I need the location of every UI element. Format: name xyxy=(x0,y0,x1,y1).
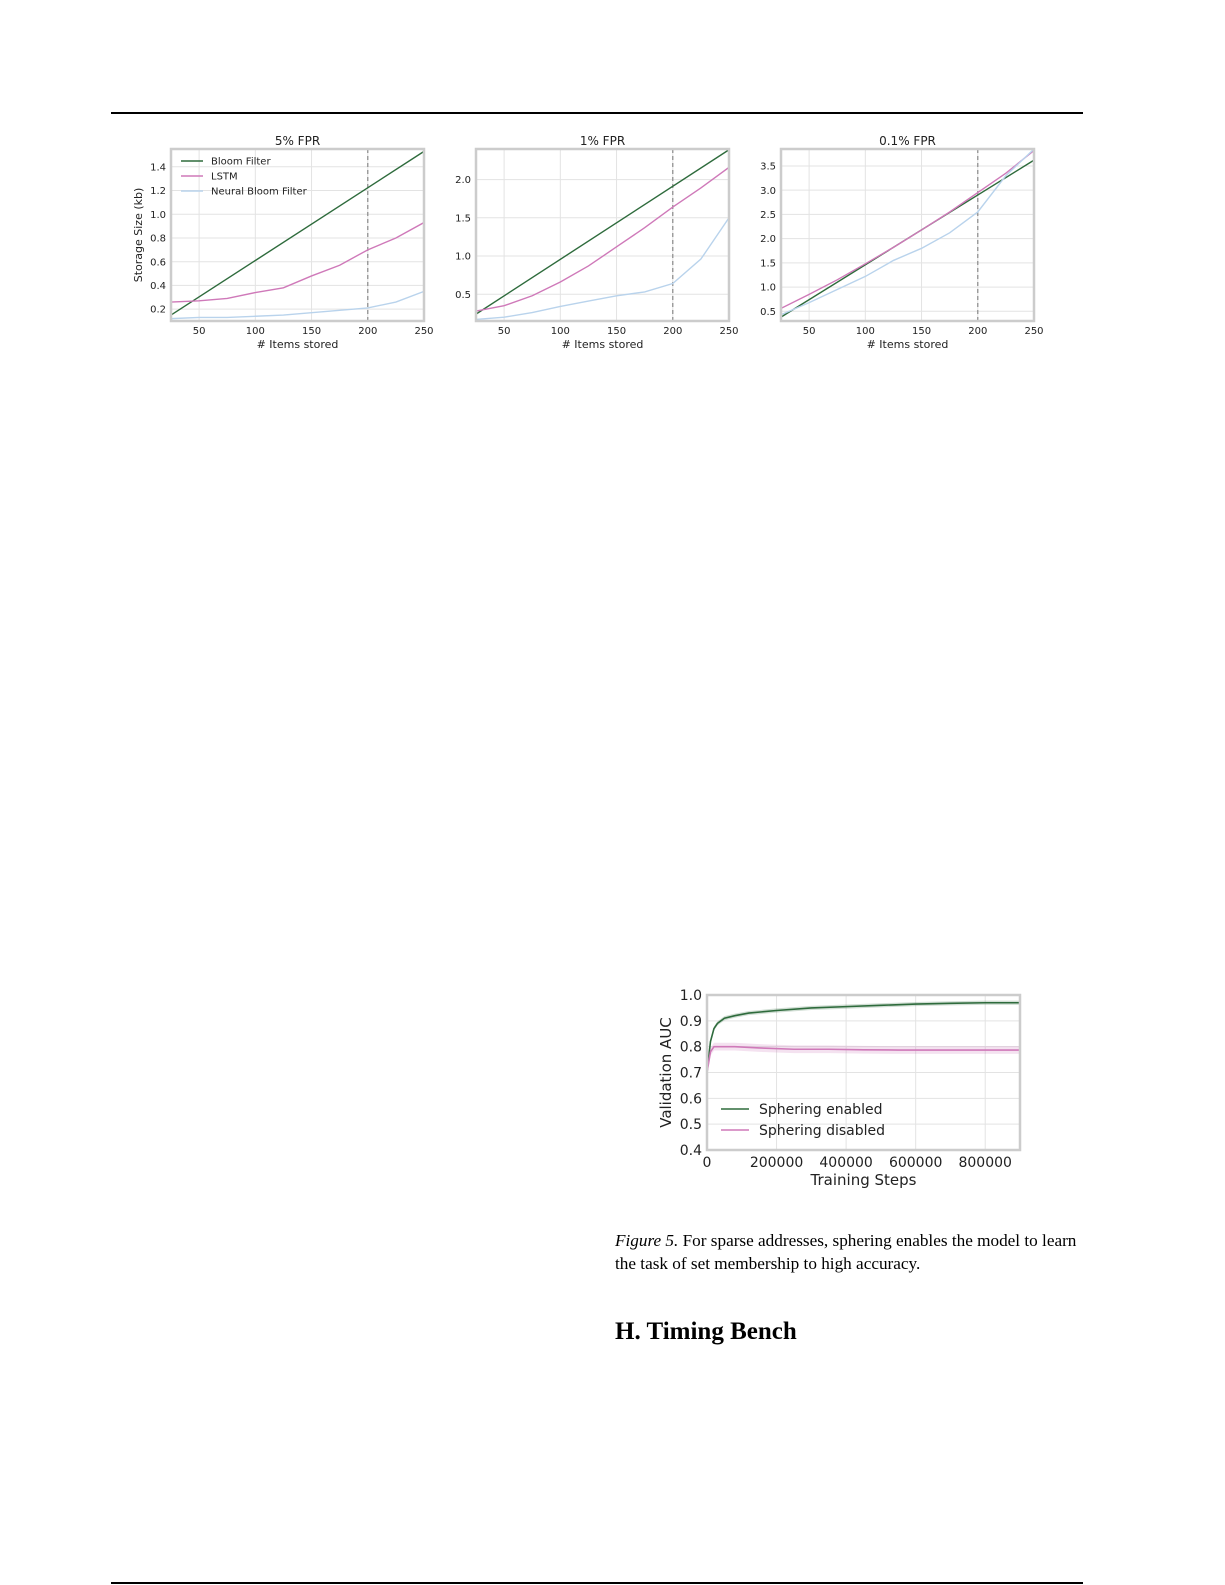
x-axis-label: # Items stored xyxy=(256,338,339,351)
plot-area xyxy=(781,149,1034,321)
y-tick-label: 0.5 xyxy=(455,289,471,301)
x-tick-label: 400000 xyxy=(819,1155,873,1171)
chart-title: 5% FPR xyxy=(274,134,321,148)
chart-title: 1% FPR xyxy=(579,134,626,148)
x-tick-label: 50 xyxy=(802,326,816,337)
storage-chart-5pct xyxy=(130,130,434,351)
y-axis-label: Storage Size (kb) xyxy=(132,187,145,283)
footer-rule xyxy=(111,1582,1083,1584)
y-tick-label: 0.9 xyxy=(679,1013,702,1030)
header-rule xyxy=(111,112,1083,114)
x-tick-label: 600000 xyxy=(888,1155,943,1171)
y-tick-label: 0.6 xyxy=(150,257,166,269)
y-tick-label: 3.5 xyxy=(760,161,776,173)
x-tick-label: 150 xyxy=(912,326,932,337)
section-heading: H. Timing Bench xyxy=(615,1318,797,1345)
y-tick-label: 0.2 xyxy=(150,304,166,316)
y-tick-label: 2.5 xyxy=(760,210,776,222)
figure-caption xyxy=(615,1229,1087,1275)
x-tick-label: 200 xyxy=(358,326,378,337)
x-tick-label: 200 xyxy=(663,326,683,337)
chart-title: 0.1% FPR xyxy=(879,134,936,148)
legend-label: Bloom Filter xyxy=(211,156,271,168)
legend-label: Sphering disabled xyxy=(759,1123,886,1140)
y-tick-label: 0.4 xyxy=(679,1143,702,1160)
y-tick-label: 1.2 xyxy=(150,186,166,198)
storage-chart-01pct xyxy=(745,130,1045,350)
storage-chart-1pct xyxy=(440,130,740,350)
y-tick-label: 1.5 xyxy=(455,213,471,225)
y-tick-label: 0.5 xyxy=(760,306,776,318)
x-tick-label: 250 xyxy=(414,326,434,337)
y-tick-label: 1.0 xyxy=(679,988,702,1005)
y-tick-label: 1.0 xyxy=(760,282,776,294)
y-tick-label: 2.0 xyxy=(455,175,471,187)
x-tick-label: 100 xyxy=(855,326,875,337)
y-tick-label: 2.0 xyxy=(760,234,776,246)
y-tick-label: 0.5 xyxy=(679,1117,702,1134)
x-tick-label: 50 xyxy=(192,326,206,337)
x-ticks xyxy=(803,326,1044,337)
y-ticks xyxy=(680,988,702,1159)
x-tick-label: 150 xyxy=(607,326,627,337)
x-tick-label: 250 xyxy=(1024,326,1044,337)
x-axis-label: # Items stored xyxy=(866,338,949,351)
y-tick-label: 1.4 xyxy=(150,162,166,174)
y-tick-label: 0.6 xyxy=(679,1091,702,1108)
caption-text: For sparse addresses, sphering enables the model to learn the task of set membership to high accuracy. xyxy=(615,1231,1077,1273)
y-tick-label: 0.8 xyxy=(150,233,166,245)
y-tick-label: 3.0 xyxy=(760,185,776,197)
y-ticks xyxy=(150,162,166,315)
x-ticks xyxy=(498,326,739,337)
x-tick-label: 200 xyxy=(968,326,988,337)
y-tick-label: 0.4 xyxy=(150,281,166,293)
validation-auc-chart xyxy=(650,980,1080,1195)
x-tick-label: 0 xyxy=(702,1155,712,1171)
x-axis-label: # Items stored xyxy=(561,338,644,351)
y-tick-label: 1.5 xyxy=(760,258,776,270)
legend-label: LSTM xyxy=(211,171,238,183)
y-tick-label: 0.7 xyxy=(679,1065,702,1082)
y-tick-label: 1.0 xyxy=(455,251,471,263)
x-tick-label: 150 xyxy=(302,326,322,337)
y-axis-label: Validation AUC xyxy=(657,1017,675,1128)
y-tick-label: 1.0 xyxy=(150,209,166,221)
x-ticks xyxy=(193,326,434,337)
x-tick-label: 50 xyxy=(497,326,511,337)
y-ticks xyxy=(455,175,471,301)
x-tick-label: 250 xyxy=(719,326,739,337)
figure-label: Figure 5. xyxy=(615,1231,679,1250)
y-tick-label: 0.8 xyxy=(679,1039,702,1056)
x-axis-label: Training Steps xyxy=(810,1171,917,1189)
legend-label: Neural Bloom Filter xyxy=(211,186,307,198)
legend-label: Sphering enabled xyxy=(759,1102,883,1119)
x-ticks xyxy=(703,1155,1012,1171)
x-tick-label: 800000 xyxy=(958,1155,1012,1171)
plot-area xyxy=(171,149,424,321)
y-ticks xyxy=(760,162,776,318)
x-tick-label: 200000 xyxy=(749,1155,804,1171)
x-tick-label: 100 xyxy=(550,326,570,337)
x-tick-label: 100 xyxy=(245,326,265,337)
